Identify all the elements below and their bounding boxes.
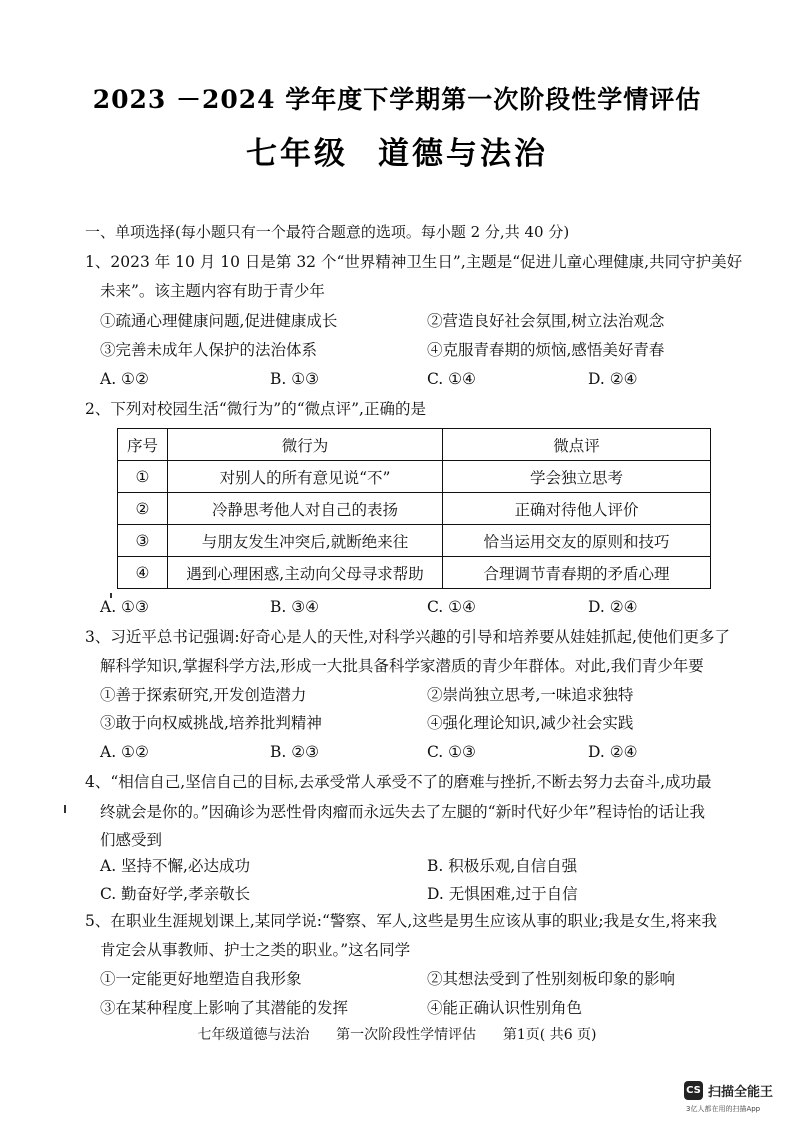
q4-option-c: C. 勤奋好学,孝亲敬长 — [100, 885, 251, 903]
table-cell: ① — [118, 461, 168, 493]
q4-stem-line1: 4、“相信自己,坚信自己的目标,去承受常人承受不了的磨难与挫折,不断去努力去奋斗,成功最 — [85, 773, 712, 791]
table-cell: 冷静思考他人对自己的表扬 — [168, 493, 443, 525]
table-cell: 遇到心理困惑,主动向父母寻求帮助 — [168, 557, 443, 589]
q4-stem-line2: 终就会是你的。”因确诊为恶性骨肉瘤而永远失去了左腿的“新时代好少年”程诗怡的话让我 — [100, 803, 706, 821]
exam-title: 2023 －2024 学年度下学期第一次阶段性学情评估 — [92, 85, 702, 114]
q2-option-a: A. ①③ — [100, 598, 149, 616]
q3-statement-3: ③敢于向权威挑战,培养批判精神 — [100, 714, 322, 732]
q3-statement-1: ①善于探索研究,开发创造潜力 — [100, 686, 307, 704]
q1-option-d: D. ②④ — [588, 370, 638, 388]
section-heading: 一、单项选择(每小题只有一个最符合题意的选项。每小题 2 分,共 40 分) — [85, 223, 570, 241]
page-footer — [0, 1024, 794, 1044]
q2-table — [117, 428, 711, 589]
table-cell: 与朋友发生冲突后,就断绝来往 — [168, 525, 443, 557]
table-cell: ④ — [118, 557, 168, 589]
q5-statement-4: ④能正确认识性别角色 — [427, 999, 583, 1017]
subject-title — [0, 128, 794, 173]
table-header: 微行为 — [168, 429, 443, 461]
footer-page-number: 第1页( 共6 页) — [502, 1027, 597, 1043]
table-cell: 正确对待他人评价 — [443, 493, 711, 525]
table-cell: ② — [118, 493, 168, 525]
table-header-row — [118, 429, 711, 461]
q3-stem-line2: 解科学知识,掌握科学方法,形成一大批具备科学家潜质的青少年群体。对此,我们青少年要 — [100, 657, 704, 675]
q5-statement-3: ③在某种程度上影响了其潜能的发挥 — [100, 999, 349, 1017]
q5-stem-line2: 肯定会从事教师、护士之类的职业。”这名同学 — [100, 941, 411, 959]
q5-stem-line1: 5、在职业生涯规划课上,某同学说:“警察、军人,这些是男生应该从事的职业;我是女生,将来我 — [85, 912, 718, 930]
q4-option-b: B. 积极乐观,自信自强 — [427, 857, 578, 875]
table-row — [118, 525, 711, 557]
q2-option-b: B. ③④ — [270, 598, 320, 616]
q1-statement-1: ①疏通心理健康问题,促进健康成长 — [100, 312, 338, 330]
q3-statement-2: ②崇尚独立思考,一味追求独特 — [427, 686, 634, 704]
q1-statement-3: ③完善未成年人保护的法治体系 — [100, 341, 318, 359]
camscanner-logo-icon: CS — [684, 1081, 703, 1100]
q3-stem-line1: 3、习近平总书记强调:好奇心是人的天性,对科学兴趣的引导和培养要从娃娃抓起,使他们更多了 — [85, 628, 730, 646]
table-row — [118, 557, 711, 589]
q1-statement-4: ④克服青春期的烦恼,感悟美好青春 — [427, 341, 665, 359]
table-cell: 学会独立思考 — [443, 461, 711, 493]
q5-statement-2: ②其想法受到了性别刻板印象的影响 — [427, 970, 676, 988]
q1-option-a: A. ①② — [100, 370, 149, 388]
watermark-brand: 扫描全能王 — [708, 1085, 774, 1100]
q4-option-a: A. 坚持不懈,必达成功 — [100, 857, 250, 875]
q4-stem-line3: 们感受到 — [100, 831, 163, 849]
q3-option-a: A. ①② — [100, 743, 149, 761]
q3-option-c: C. ①③ — [427, 743, 476, 761]
q4-option-d: D. 无惧困难,过于自信 — [427, 885, 578, 903]
q1-option-b: B. ①③ — [270, 370, 320, 388]
q2-option-d: D. ②④ — [588, 598, 638, 616]
q1-option-c: C. ①④ — [427, 370, 476, 388]
q1-stem-line2: 未来”。该主题内容有助于青少年 — [100, 282, 325, 300]
table-row — [118, 493, 711, 525]
table-cell: 合理调节青春期的矛盾心理 — [443, 557, 711, 589]
q2-option-c: C. ①④ — [427, 598, 476, 616]
table-cell: 恰当运用交友的原则和技巧 — [443, 525, 711, 557]
scan-speck — [64, 805, 66, 813]
q3-statement-4: ④强化理论知识,减少社会实践 — [427, 714, 634, 732]
table-cell: ③ — [118, 525, 168, 557]
subject-label: 道德与法治 — [378, 136, 548, 172]
q3-option-d: D. ②④ — [588, 743, 638, 761]
table-cell: 对别人的所有意见说“不” — [168, 461, 443, 493]
footer-exam-name: 第一次阶段性学情评估 — [336, 1027, 477, 1043]
footer-subject: 七年级道德与法治 — [197, 1027, 310, 1043]
table-header: 序号 — [118, 429, 168, 461]
watermark-tagline: 3亿人都在用的扫描App — [686, 1105, 761, 1113]
table-header: 微点评 — [443, 429, 711, 461]
q3-option-b: B. ②③ — [270, 743, 320, 761]
q2-stem: 2、下列对校园生活“微行为”的“微点评”,正确的是 — [85, 400, 426, 418]
q5-statement-1: ①一定能更好地塑造自我形象 — [100, 970, 302, 988]
q1-stem-line1: 1、2023 年 10 月 10 日是第 32 个“世界精神卫生日”,主题是“促进儿童心理健康,共同守护美好 — [85, 253, 743, 271]
table-row — [118, 461, 711, 493]
grade-label: 七年级 — [246, 136, 348, 172]
q1-statement-2: ②营造良好社会氛围,树立法治观念 — [427, 312, 665, 330]
scan-speck — [110, 593, 112, 598]
